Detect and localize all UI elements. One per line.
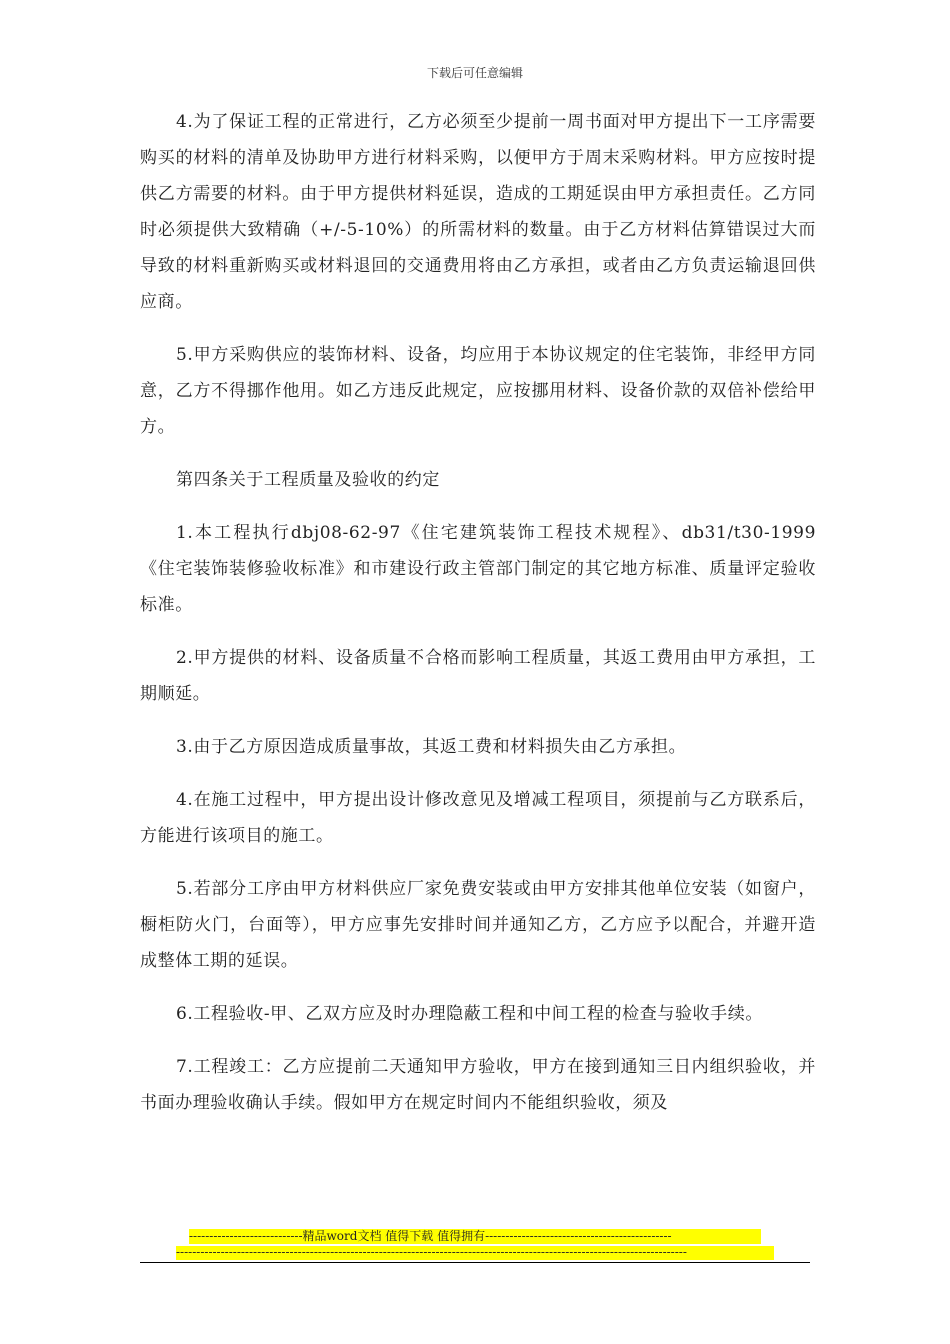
paragraph-material-quality: 2.甲方提供的材料、设备质量不合格而影响工程质量，其返工费用由甲方承担，工期顺延。 [140, 648, 816, 704]
paragraph-quality-accident: 3.由于乙方原因造成质量事故，其返工费和材料损失由乙方承担。 [176, 737, 687, 757]
paragraph-standards: 1.本工程执行dbj08-62-97《住宅建筑装饰工程技术规程》、db31/t30-1999《住宅装饰装修验收标准》和市建设行政主管部门制定的其它地方标准、质量评定验收标准。 [140, 523, 816, 615]
paragraph-completion: 7.工程竣工：乙方应提前二天通知甲方验收，甲方在接到通知三日内组织验收，并书面办理验收确认手续。假如甲方在规定时间内不能组织验收，须及 [140, 1057, 816, 1113]
section-heading-article-4: 第四条关于工程质量及验收的约定 [176, 470, 440, 490]
paragraph-material-use: 5.甲方采购供应的装饰材料、设备，均应用于本协议规定的住宅装饰，非经甲方同意，乙方不得挪作他用。如乙方违反此规定，应按挪用材料、设备价款的双倍补偿给甲方。 [140, 345, 816, 437]
paragraph-design-change: 4.在施工过程中，甲方提出设计修改意见及增减工程项目，须提前与乙方联系后，方能进行该项目的施工。 [140, 790, 816, 846]
paragraph-third-party-install: 5.若部分工序由甲方材料供应厂家免费安装或由甲方安排其他单位安装（如窗户，橱柜防火门，台面等），甲方应事先安排时间并通知乙方，乙方应予以配合，并避开造成整体工期的延误。 [140, 879, 816, 971]
footer-divider [140, 1262, 810, 1263]
footer-banner: ----------------------------精品word文档 值得下载 值得拥有---------------------------------------------- [189, 1229, 761, 1244]
paragraph-material-purchase: 4.为了保证工程的正常进行，乙方必须至少提前一周书面对甲方提出下一工序需要购买的材料的清单及协助甲方进行材料采购，以便甲方于周末采购材料。甲方应按时提供乙方需要的材料。由于甲方提供材料延误，造成的工期延误由甲方承担责任。乙方同时必须提供大致精确（+/-5-10%）的所需材料的数量。由于乙方材料估算错误过大而导致的材料重新购买或材料退回的交通费用将由乙方承担，或者由乙方负责运输退回供应商。 [140, 112, 816, 312]
page-header: 下载后可任意编辑 [426, 66, 523, 80]
footer-dashes: ------------------------------------------------------------------------------------------------------------------------------ [176, 1246, 774, 1260]
paragraph-inspection: 6.工程验收-甲、乙双方应及时办理隐蔽工程和中间工程的检查与验收手续。 [176, 1004, 763, 1024]
document-body [140, 104, 816, 1138]
